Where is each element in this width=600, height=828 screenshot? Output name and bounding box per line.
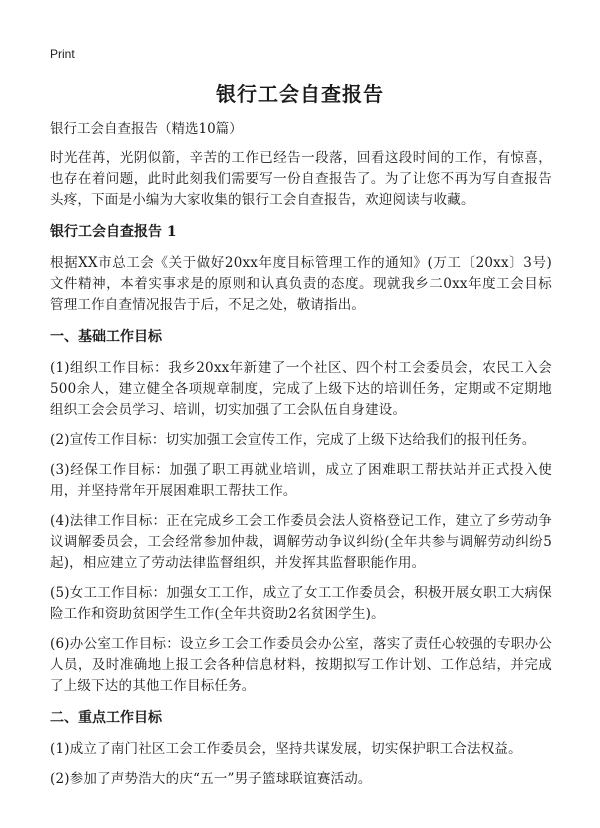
key-goal-item: (2)参加了声势浩大的庆“五一”男子篮球联谊赛活动。 [50,771,372,787]
page-title: 银行工会自查报告 [216,82,384,106]
basic-goal-item: (4)法律工作目标：正在完成乡工会工作委员会法人资格登记工作，建立了乡劳动争议调解委员会，工会经常参加仲裁，调解劳动争议纠纷(全年共参与调解劳动纠纷5起)，相应建立了劳动法律监督组织，并发挥其监督职能作用。 [50,513,552,571]
intro-paragraph: 时光荏苒，光阴似箭，辛苦的工作已经告一段落，回看这段时间的工作，有惊喜，也存在着问题，此时此刻我们需要写一份自查报告了。为了让您不再为写自查报告头疼，下面是小编为大家收集的银行工会自查报告，欢迎阅读与收藏。 [50,150,552,208]
document-subtitle: 银行工会自查报告（精选10篇） [50,121,243,137]
print-link[interactable]: Print [50,47,75,61]
basic-goal-item: (2)宣传工作目标：切实加强工会宣传工作，完成了上级下达给我们的报刊任务。 [50,432,536,448]
key-goal-item: (1)成立了南门社区工会工作委员会，坚持共谋发展，切实保护职工合法权益。 [50,741,522,757]
document-body [50,118,552,799]
basic-goal-item: (5)女工工作目标：加强女工工作，成立了女工工作委员会，积极开展女职工大病保险工作和资助贫困学生工作(全年共资助2名贫困学生)。 [50,585,552,622]
report-intro-paragraph: 根据XX市总工会《关于做好20xx年度目标管理工作的通知》(万工〔20xx〕3号)文件精神，本着实事求是的原则和认真负责的态度。现就我乡二0xx年度工会目标管理工作自查情况报告于后，不足之处，敬请指出。 [50,255,552,313]
section-heading-basic-goals: 一、基础工作目标 [50,329,162,345]
section-heading-key-goals: 二、重点工作目标 [50,710,162,726]
basic-goal-item: (3)经保工作目标：加强了职工再就业培训，成立了困难职工帮扶站并正式投入使用，并坚持常年开展困难职工帮扶工作。 [50,462,552,499]
basic-goal-item: (1)组织工作目标：我乡20xx年新建了一个社区、四个村工会委员会，农民工入会500余人，建立健全各项规章制度，完成了上级下达的培训任务，定期或不定期地组织工会会员学习、培训，切实加强了工会队伍自身建设。 [50,360,552,418]
basic-goal-item: (6)办公室工作目标：设立乡工会工作委员会办公室，落实了责任心较强的专职办公人员，及时准确地上报工会各种信息材料，按期拟写工作计划、工作总结，并完成了上级下达的其他工作目标任务。 [50,636,552,694]
report-heading: 银行工会自查报告 1 [50,224,177,240]
